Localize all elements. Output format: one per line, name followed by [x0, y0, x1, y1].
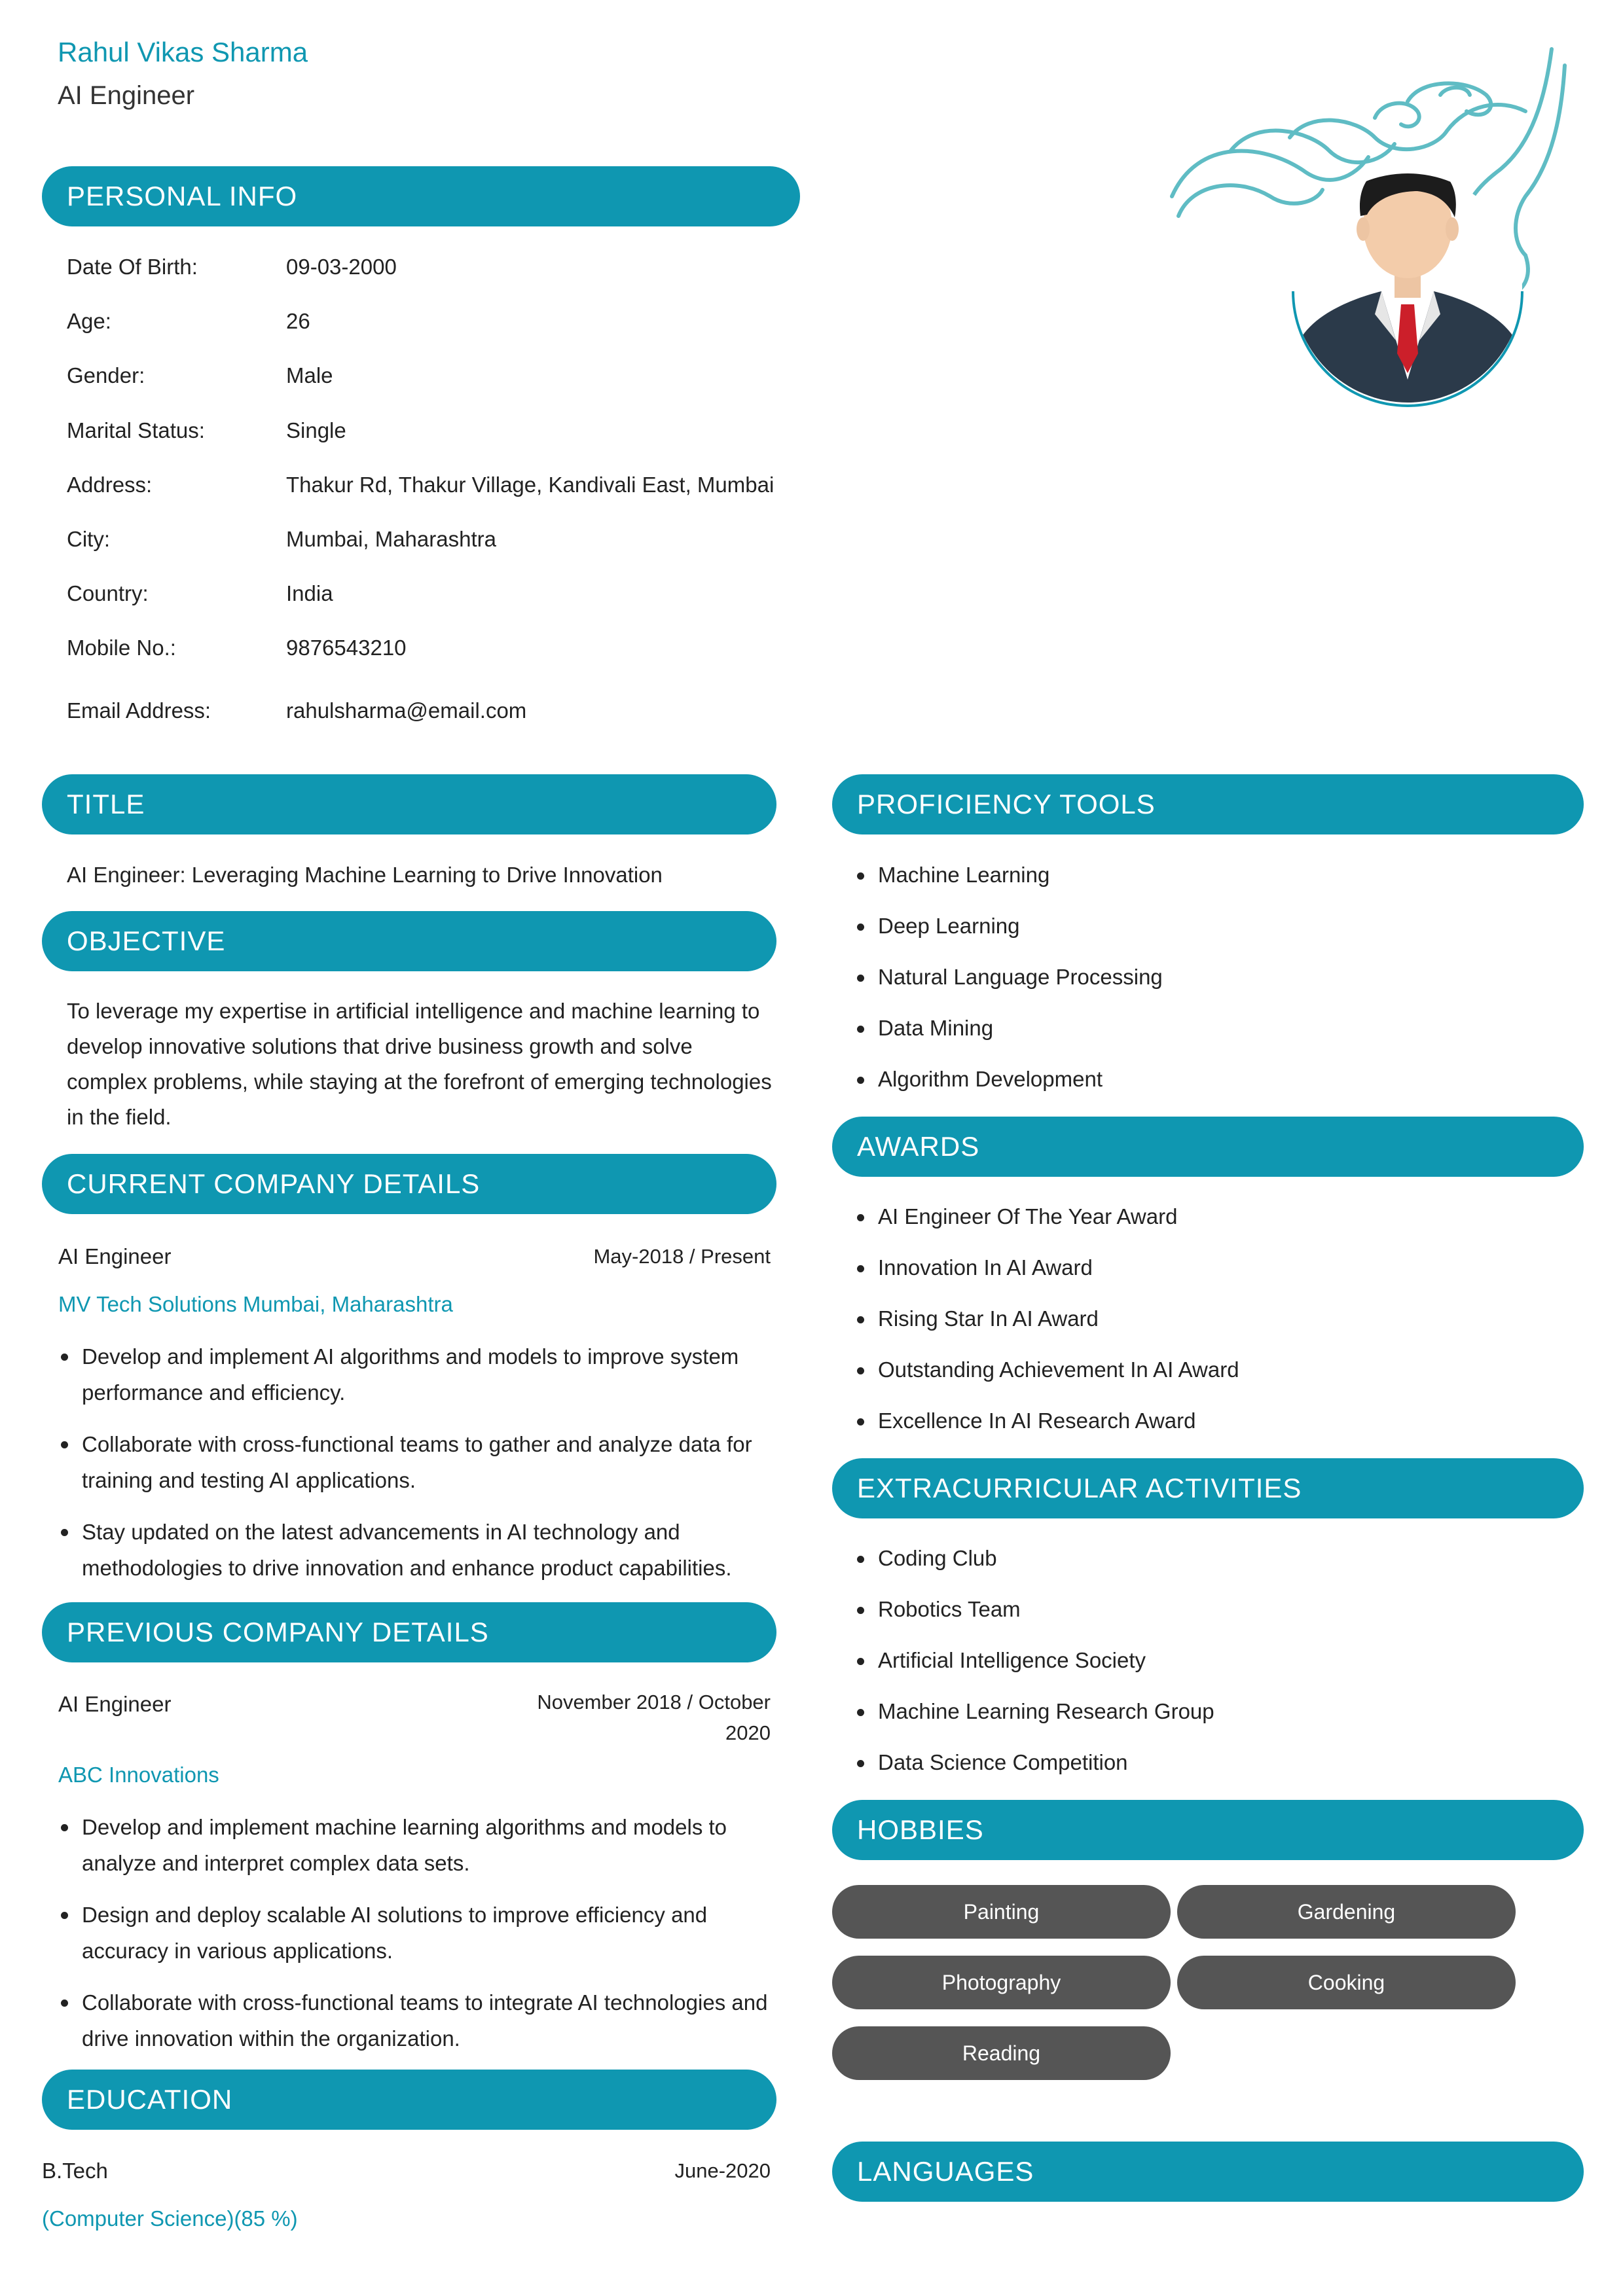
list-item: Excellence In AI Research Award: [854, 1403, 1575, 1439]
previous-dates: [458, 1687, 771, 1748]
age-label: Age:: [67, 309, 111, 333]
list-item: Stay updated on the latest advancements in AI technology and methodologies to drive innovation and enhance product capabilities.: [58, 1514, 775, 1586]
email-label: Email Address:: [67, 698, 211, 723]
section-languages: LANGUAGES: [832, 2142, 1584, 2202]
dob-label: Date Of Birth:: [67, 255, 198, 279]
current-company-bullets: [58, 1338, 775, 1602]
gender-value: Male: [286, 363, 333, 387]
hobby-tag: Painting: [832, 1885, 1171, 1939]
list-item: Rising Star In AI Award: [854, 1301, 1575, 1336]
city-value: Mumbai, Maharashtra: [286, 527, 496, 551]
city-label: City:: [67, 527, 110, 551]
section-extracurricular: EXTRACURRICULAR ACTIVITIES: [832, 1458, 1584, 1518]
list-item: Outstanding Achievement In AI Award: [854, 1352, 1575, 1388]
list-item: Natural Language Processing: [854, 960, 1575, 995]
current-company-name: MV Tech Solutions Mumbai, Maharashtra: [58, 1292, 453, 1316]
section-hobbies: HOBBIES: [832, 1800, 1584, 1860]
address-value: Thakur Rd, Thakur Village, Kandivali East, Mumbai: [286, 473, 775, 497]
list-item: Develop and implement machine learning algorithms and models to analyze and interpret complex data sets.: [58, 1809, 775, 1881]
section-title: TITLE: [42, 774, 776, 834]
country-value: India: [286, 581, 333, 605]
list-item: Machine Learning Research Group: [854, 1694, 1575, 1729]
list-item: AI Engineer Of The Year Award: [854, 1199, 1575, 1234]
previous-role: AI Engineer: [58, 1692, 172, 1716]
list-item: Coding Club: [854, 1541, 1575, 1576]
section-awards: AWARDS: [832, 1117, 1584, 1177]
hobby-tag: Reading: [832, 2026, 1171, 2080]
hobby-tag: Photography: [832, 1956, 1171, 2009]
candidate-role: AI Engineer: [58, 81, 195, 110]
mobile-value: 9876543210: [286, 636, 407, 660]
hobby-tag: Cooking: [1177, 1956, 1516, 2009]
list-item: Innovation In AI Award: [854, 1250, 1575, 1285]
current-role: AI Engineer: [58, 1244, 172, 1268]
profile-avatar: [1159, 39, 1578, 412]
list-item: Algorithm Development: [854, 1062, 1575, 1097]
list-item: Robotics Team: [854, 1592, 1575, 1627]
previous-company-bullets: [58, 1809, 775, 2072]
current-dates: May-2018 / Present: [593, 1245, 771, 1268]
gender-label: Gender:: [67, 363, 145, 387]
list-item: Data Science Competition: [854, 1745, 1575, 1780]
age-value: 26: [286, 309, 310, 333]
section-previous-company: PREVIOUS COMPANY DETAILS: [42, 1602, 776, 1662]
list-item: Collaborate with cross-functional teams to gather and analyze data for training and testing AI applications.: [58, 1426, 775, 1498]
previous-company-name: ABC Innovations: [58, 1763, 219, 1787]
section-objective: OBJECTIVE: [42, 911, 776, 971]
extracurricular-list: [854, 1541, 1575, 1796]
list-item: Design and deploy scalable AI solutions to improve efficiency and accuracy in various applications.: [58, 1897, 775, 1969]
list-item: Artificial Intelligence Society: [854, 1643, 1575, 1678]
section-current-company: CURRENT COMPANY DETAILS: [42, 1154, 776, 1214]
address-label: Address:: [67, 473, 153, 497]
list-item: Data Mining: [854, 1011, 1575, 1046]
previous-dates-line1: November 2018 / October: [537, 1691, 771, 1713]
education-detail: (Computer Science)(85 %): [42, 2206, 298, 2231]
mobile-label: Mobile No.:: [67, 636, 176, 660]
list-item: Develop and implement AI algorithms and models to improve system performance and efficiency.: [58, 1338, 775, 1410]
education-degree: B.Tech: [42, 2159, 108, 2183]
title-text: AI Engineer: Leveraging Machine Learning to Drive Innovation: [67, 863, 663, 887]
hobby-tag: Gardening: [1177, 1885, 1516, 1939]
proficiency-list: [854, 857, 1575, 1113]
marital-status-value: Single: [286, 418, 346, 442]
awards-list: [854, 1199, 1575, 1454]
dob-value: 09-03-2000: [286, 255, 397, 279]
previous-dates-line2: 2020: [725, 1721, 771, 1744]
section-personal-info: PERSONAL INFO: [42, 166, 800, 226]
list-item: Collaborate with cross-functional teams to integrate AI technologies and drive innovation within the organization.: [58, 1984, 775, 2056]
objective-text: To leverage my expertise in artificial intelligence and machine learning to develop innovative solutions that drive business growth and solve complex problems, while staying at the forefront of emerging technologies in the field.: [67, 999, 772, 1129]
email-value[interactable]: rahulsharma@email.com: [286, 698, 527, 723]
education-date: June-2020: [674, 2159, 771, 2182]
list-item: Deep Learning: [854, 908, 1575, 944]
list-item: Machine Learning: [854, 857, 1575, 893]
section-proficiency-tools: PROFICIENCY TOOLS: [832, 774, 1584, 834]
candidate-name: Rahul Vikas Sharma: [58, 37, 308, 67]
marital-status-label: Marital Status:: [67, 418, 205, 442]
section-education: EDUCATION: [42, 2070, 776, 2130]
country-label: Country:: [67, 581, 149, 605]
